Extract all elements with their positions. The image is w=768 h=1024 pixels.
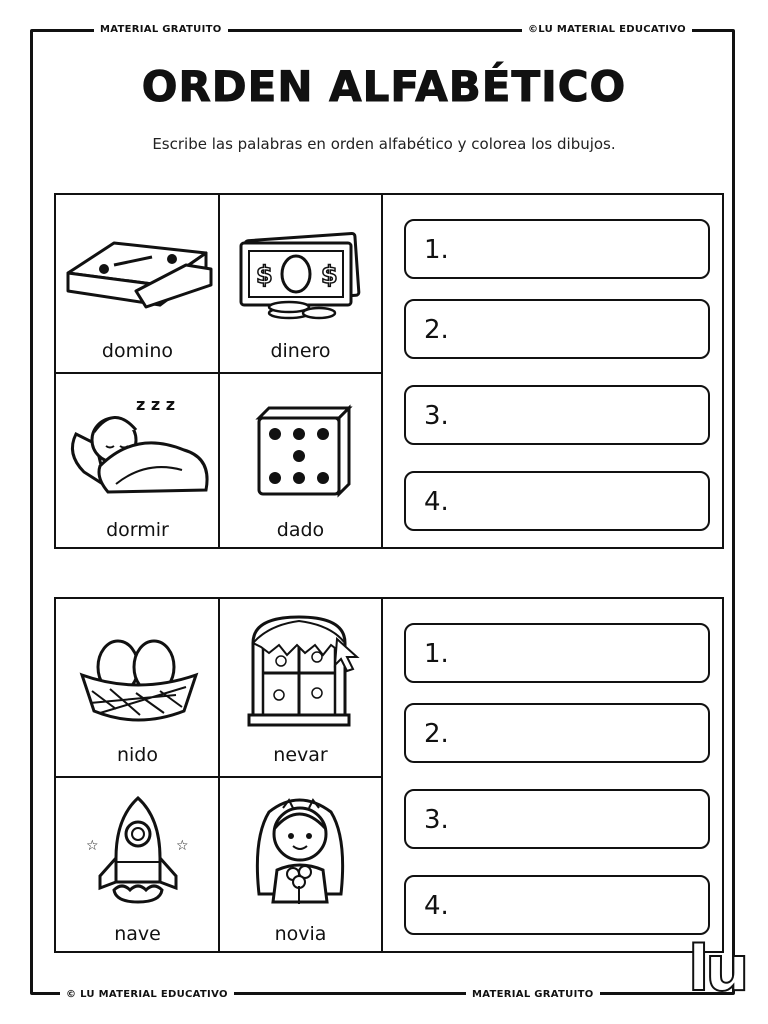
answer-box-2[interactable]: 2. xyxy=(404,703,710,763)
answer-box-2[interactable]: 2. xyxy=(404,299,710,359)
word-label: dado xyxy=(276,519,325,541)
svg-text:$: $ xyxy=(256,261,273,289)
answer-box-3[interactable]: 3. xyxy=(404,789,710,849)
word-label: domino xyxy=(101,340,174,362)
word-card-dado xyxy=(219,374,382,549)
word-card-nevar xyxy=(219,599,382,774)
word-label: dinero xyxy=(270,340,331,362)
word-card-nido xyxy=(56,599,219,774)
word-label: nido xyxy=(116,744,158,766)
money-icon xyxy=(219,195,382,335)
svg-text:z z z: z z z xyxy=(136,395,176,414)
dice-icon xyxy=(219,374,382,514)
word-label: nevar xyxy=(273,744,328,766)
svg-text:☆: ☆ xyxy=(176,838,189,854)
exercise-section-1 xyxy=(54,193,724,549)
word-card-dinero xyxy=(219,195,382,370)
nest-icon xyxy=(56,599,219,739)
word-label: dormir xyxy=(106,519,169,541)
exercise-section-2 xyxy=(54,597,724,953)
word-card-dormir xyxy=(56,374,219,549)
domino-icon xyxy=(56,195,219,335)
header-tag-right: ©LU MATERIAL EDUCATIVO xyxy=(522,23,692,37)
answer-box-4[interactable]: 4. xyxy=(404,875,710,935)
word-card-novia xyxy=(219,778,382,953)
answer-box-1[interactable]: 1. xyxy=(404,219,710,279)
header-tag-left: MATERIAL GRATUITO xyxy=(94,23,228,37)
rocket-icon xyxy=(56,778,219,918)
answer-box-1[interactable]: 1. xyxy=(404,623,710,683)
word-card-nave xyxy=(56,778,219,953)
word-label: novia xyxy=(274,923,327,945)
snowy-window-icon xyxy=(219,599,382,739)
page-title: ORDEN ALFABÉTICO xyxy=(141,62,627,111)
word-card-domino xyxy=(56,195,219,370)
answer-box-4[interactable]: 4. xyxy=(404,471,710,531)
answer-box-3[interactable]: 3. xyxy=(404,385,710,445)
footer-tag-left: © LU MATERIAL EDUCATIVO xyxy=(60,988,234,1002)
svg-text:☆: ☆ xyxy=(86,838,99,854)
svg-text:$: $ xyxy=(321,261,338,289)
brand-logo: lu xyxy=(688,932,746,1005)
instructions: Escribe las palabras en orden alfabético y colorea los dibujos. xyxy=(152,135,616,153)
sleeping-child-icon xyxy=(56,374,219,514)
footer-tag-right: MATERIAL GRATUITO xyxy=(466,988,600,1002)
word-label: nave xyxy=(114,923,161,945)
bride-icon xyxy=(219,778,382,918)
